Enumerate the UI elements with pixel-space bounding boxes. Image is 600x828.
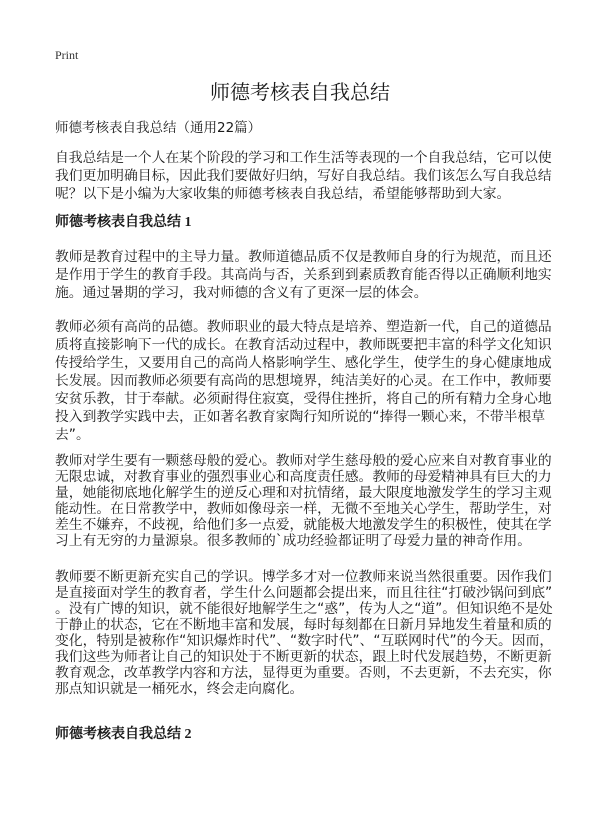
text-line: 于静止的状态，它在不断地丰富和发展，每时每刻都在日新月异地发生着量和质的 — [55, 617, 552, 633]
page-title: 师德考核表自我总结 — [210, 80, 390, 104]
text-line: 传授给学生，又要用自己的高尚人格影响学生、感化学生，使学生的身心健康地成 — [55, 355, 552, 371]
text-line: 安贫乐教，甘于奉献。必须耐得住寂寞，受得住挫折，将自己的所有精力全身心地 — [55, 391, 552, 407]
print-link[interactable]: Print — [55, 48, 79, 62]
text-line: 自我总结是一个人在某个阶段的学习和工作生活等表现的一个自我总结，它可以使 — [55, 150, 552, 166]
text-line: 我们更加明确目标，因此我们要做好归纳，写好自我总结。我们该怎么写自我总结 — [55, 168, 552, 184]
text-line: 习上有无穷的力量源泉。很多教师的`成功经验都证明了母爱力量的神奇作用。 — [55, 533, 531, 549]
text-line: 教师要不断更新充实自己的学识。博学多才对一位教师来说当然很重要。因作我们 — [55, 569, 552, 585]
text-line: 教师是教育过程中的主导力量。教师道德品质不仅是教师自身的行为规范，而且还 — [55, 249, 552, 265]
text-line: 呢？以下是小编为大家收集的师德考核表自我总结，希望能够帮助到大家。 — [55, 186, 511, 202]
text-line: 投入到教学实践中去，正如著名教育家陶行知所说的“捧得一颗心来，不带半根草 — [55, 409, 546, 425]
text-line: 施。通过暑期的学习，我对师德的含义有了更深一层的体会。 — [55, 285, 428, 301]
text-line: 是作用于学生的教育手段。其高尚与否，关系到到素质教育能否得以正确顺利地实 — [55, 267, 552, 283]
text-line: 那点知识就是一桶死水，终会走向腐化。 — [55, 681, 304, 697]
text-line: 质将直接影响下一代的成长。在教育活动过程中，教师既要把丰富的科学文化知识 — [55, 337, 552, 353]
text-line: 是直接面对学生的教育者，学生什么问题都会提出来，而且往往“打破沙锅问到底” — [55, 585, 553, 601]
text-line: 去”。 — [55, 427, 90, 443]
paragraph — [55, 453, 560, 549]
text-line: 。没有广博的知识，就不能很好地解学生之“惑”，传为人之“道”。但知识绝不是处 — [55, 601, 553, 617]
paragraph — [55, 248, 560, 302]
text-line: 能动性。在日常教学中，教师如像母亲一样，无微不至地关心学生，帮助学生，对 — [55, 501, 552, 517]
text-line: 教师对学生要有一颗慈母般的爱心。教师对学生慈母般的爱心应来自对教育事业的 — [55, 453, 552, 469]
paragraph — [55, 569, 560, 697]
section-heading-1: 师德考核表自我总结 1 — [55, 215, 192, 230]
text-line: 教师必须有高尚的品德。教师职业的最大特点是培养、塑造新一代，自己的道德品 — [55, 319, 552, 335]
subtitle: 师德考核表自我总结（通用22篇） — [55, 120, 262, 136]
intro-paragraph — [55, 149, 560, 203]
text-line: 量，她能彻底地化解学生的逆反心理和对抗情绪，最大限度地激发学生的学习主观 — [55, 485, 552, 501]
text-line: 差生不嫌弃，不歧视，给他们多一点爱，就能极大地激发学生的积极性，使其在学 — [55, 517, 552, 533]
text-line: 我们这些为师者让自己的知识处于不断更新的状态，跟上时代发展趋势，不断更新 — [55, 649, 552, 665]
text-line: 变化，特别是被称作“知识爆炸时代”、“数字时代”、“互联网时代”的今天。因而， — [55, 633, 554, 649]
section-heading-2: 师德考核表自我总结 2 — [55, 727, 192, 742]
text-line: 教育观念，改革教学内容和方法，显得更为重要。否则，不去更新，不去充实，你 — [55, 665, 552, 681]
paragraph — [55, 318, 560, 444]
text-line: 无限忠诚，对教育事业的强烈事业心和高度责任感。教师的母爱精神具有巨大的力 — [55, 469, 552, 485]
text-line: 长发展。因而教师必须要有高尚的思想境界，纯洁美好的心灵。在工作中，教师要 — [55, 373, 552, 389]
